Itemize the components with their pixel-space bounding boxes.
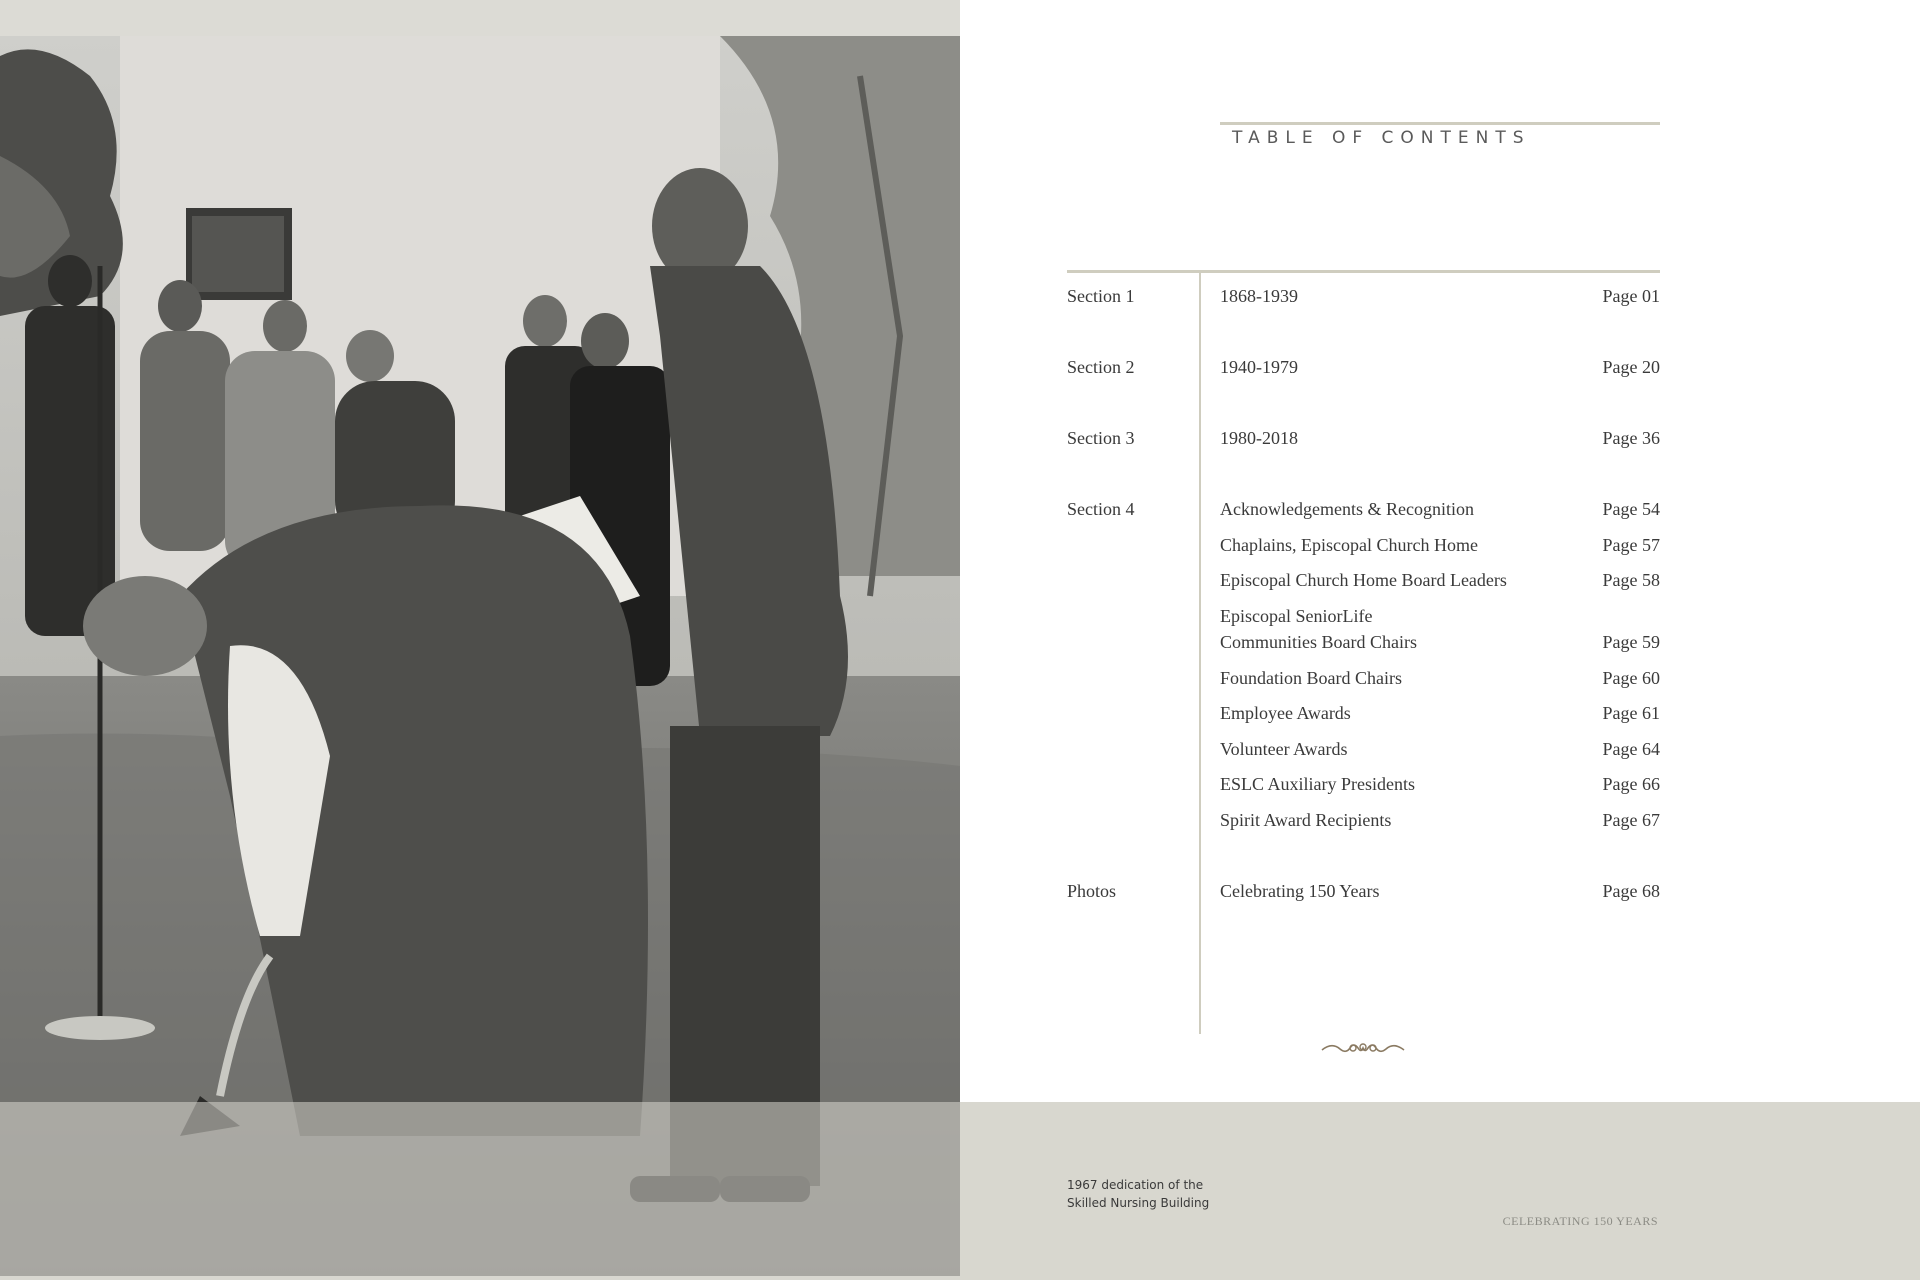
entry-title: 1940-1979	[1220, 357, 1298, 377]
section-label: Section 2	[1067, 357, 1135, 377]
entry-title: ESLC Auxiliary Presidents	[1220, 774, 1415, 794]
entry-page: Page 59	[1602, 632, 1660, 652]
entry-page: Page 64	[1602, 739, 1660, 759]
entry-page: Page 54	[1602, 499, 1660, 519]
entry-title: Chaplains, Episcopal Church Home	[1220, 535, 1478, 555]
entry-title: Episcopal Church Home Board Leaders	[1220, 570, 1507, 590]
entry-title: 1980-2018	[1220, 428, 1298, 448]
photo-bottom-band	[0, 1102, 960, 1280]
toc-page	[960, 0, 1920, 1280]
entry-title: 1868-1939	[1220, 286, 1298, 306]
column-divider	[1199, 272, 1201, 1034]
section-label: Section 4	[1067, 499, 1135, 519]
entry-page: Page 61	[1602, 703, 1660, 723]
entry-page: Page 67	[1602, 810, 1660, 830]
entry-page: Page 66	[1602, 774, 1660, 794]
section-label: Section 3	[1067, 428, 1135, 448]
entry-title: Celebrating 150 Years	[1220, 881, 1380, 901]
entry-page: Page 01	[1602, 286, 1660, 306]
section-label: Section 1	[1067, 286, 1135, 306]
entry-title: Foundation Board Chairs	[1220, 668, 1402, 688]
caption-line-1: 1967 dedication of the	[1067, 1178, 1204, 1192]
flourish-ornament-icon	[1320, 1036, 1406, 1060]
entry-page: Page 68	[1602, 881, 1660, 901]
photo-top-band	[0, 0, 960, 36]
entry-title: Acknowledgements & Recognition	[1220, 499, 1474, 519]
dedication-photo	[0, 36, 960, 1276]
section-label: Photos	[1067, 881, 1117, 901]
heading-rule	[1220, 122, 1660, 125]
entry-page: Page 20	[1602, 357, 1660, 377]
entry-title: Volunteer Awards	[1220, 739, 1348, 759]
entry-title-line1: Episcopal SeniorLife	[1220, 606, 1373, 626]
photo-caption	[1067, 1176, 1307, 1212]
footer-title: CELEBRATING 150 YEARS	[1502, 1214, 1658, 1228]
entry-title-line2: Communities Board Chairs	[1220, 632, 1417, 652]
entry-page: Page 36	[1602, 428, 1660, 448]
toc-heading: TABLE OF CONTENTS	[1232, 128, 1531, 148]
caption-line-2: Skilled Nursing Building	[1067, 1196, 1210, 1210]
entry-title: Spirit Award Recipients	[1220, 810, 1392, 830]
entry-title: Employee Awards	[1220, 703, 1351, 723]
entry-page: Page 60	[1602, 668, 1660, 688]
table-top-rule	[1067, 270, 1660, 273]
entry-page: Page 57	[1602, 535, 1660, 555]
entry-page: Page 58	[1602, 570, 1660, 590]
